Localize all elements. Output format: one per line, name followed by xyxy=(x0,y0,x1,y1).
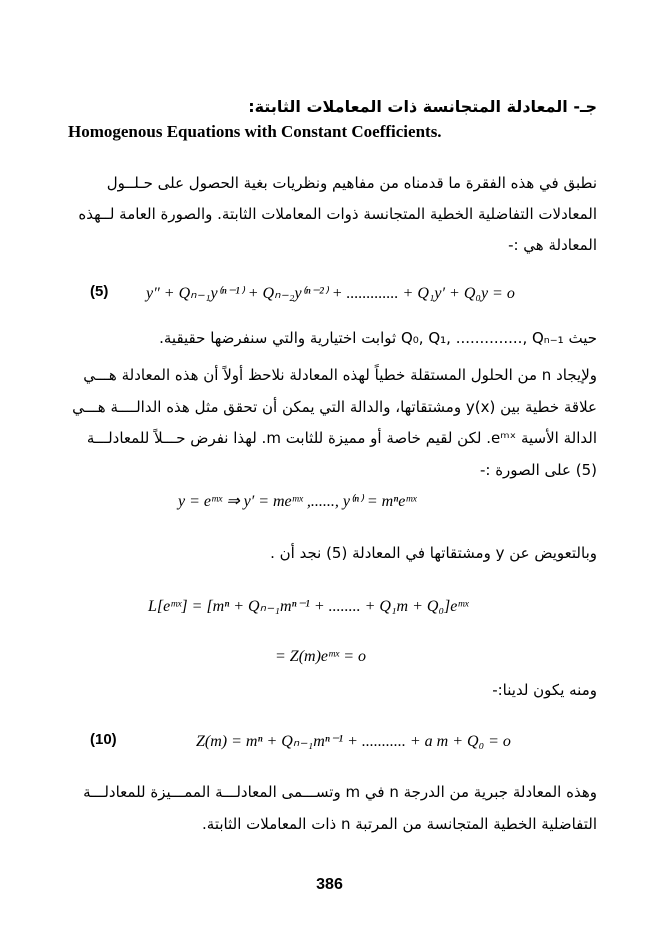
section-heading-english: Homogenous Equations with Constant Coefficients. xyxy=(68,122,442,141)
paragraph-line: المعادلة هي :- xyxy=(508,236,597,254)
equation-number-10: (10) xyxy=(90,731,117,748)
paragraph-line: حيث Q₀, Q₁, .............., Qₙ₋₁ ثوابت اختيارية والتي سنفرضها حقيقية. xyxy=(159,329,597,347)
paragraph-line: المعادلات التفاضلية الخطية المتجانسة ذوات المعاملات الثابتة. والصورة العامة لــهذه xyxy=(78,205,597,223)
section-heading-arabic: جـ- المعادلة المتجانسة ذات المعاملات الثابتة: xyxy=(248,97,597,116)
paragraph-line: الدالة الأسية eᵐˣ. لكن لقيم خاصة أو مميزة للثابت m. لهذا نفرض حـــلاً للمعادلـــة xyxy=(86,429,597,447)
paragraph-line: علاقة خطية بين y(x) ومشتقاتها، والدالة التي يمكن أن تحقق مثل هذه الدالــــة هـــي xyxy=(72,398,597,416)
paragraph-line: نطبق في هذه الفقرة ما قدمناه من مفاهيم ونظريات بغية الحصول على حـلــول xyxy=(106,174,597,192)
paragraph-line: ومنه يكون لدينا:- xyxy=(492,681,597,699)
page-number: 386 xyxy=(316,876,343,893)
trial-solution-equation: y = eᵐˣ ⇒ y′ = meᵐˣ ,......, y⁽ⁿ⁾ = mⁿeᵐˣ xyxy=(178,493,417,510)
equation-10: Z(m) = mⁿ + Qₙ₋₁mⁿ⁻¹ + ........... + a m + Q₀ = o xyxy=(196,733,511,750)
equation-number-5: (5) xyxy=(90,283,109,300)
paragraph-line: وهذه المعادلة جبرية من الدرجة n في m وتســـمى المعادلـــة الممـــيزة للمعادلـــة xyxy=(83,783,597,801)
paragraph-line: (5) على الصورة :- xyxy=(479,461,597,479)
paragraph-line: ولإيجاد n من الحلول المستقلة خطياً لهذه المعادلة نلاحظ أولاً أن هذه المعادلة هـــي xyxy=(83,366,597,384)
characteristic-form-equation: = Z(m)eᵐˣ = o xyxy=(275,648,366,665)
paragraph-line: وبالتعويض عن y ومشتقاتها في المعادلة (5) نجد أن . xyxy=(270,544,597,562)
equation-5: y″ + Qₙ₋₁y⁽ⁿ⁻¹⁾ + Qₙ₋₂y⁽ⁿ⁻²⁾ + ............. + Q₁y′ + Q₀y = o xyxy=(146,285,515,302)
paragraph-line: التفاضلية الخطية المتجانسة من المرتبة n ذات المعاملات الثابتة. xyxy=(202,815,597,833)
operator-equation: L[eᵐˣ] = [mⁿ + Qₙ₋₁mⁿ⁻¹ + ........ + Q₁m + Q₀]eᵐˣ xyxy=(148,598,469,615)
